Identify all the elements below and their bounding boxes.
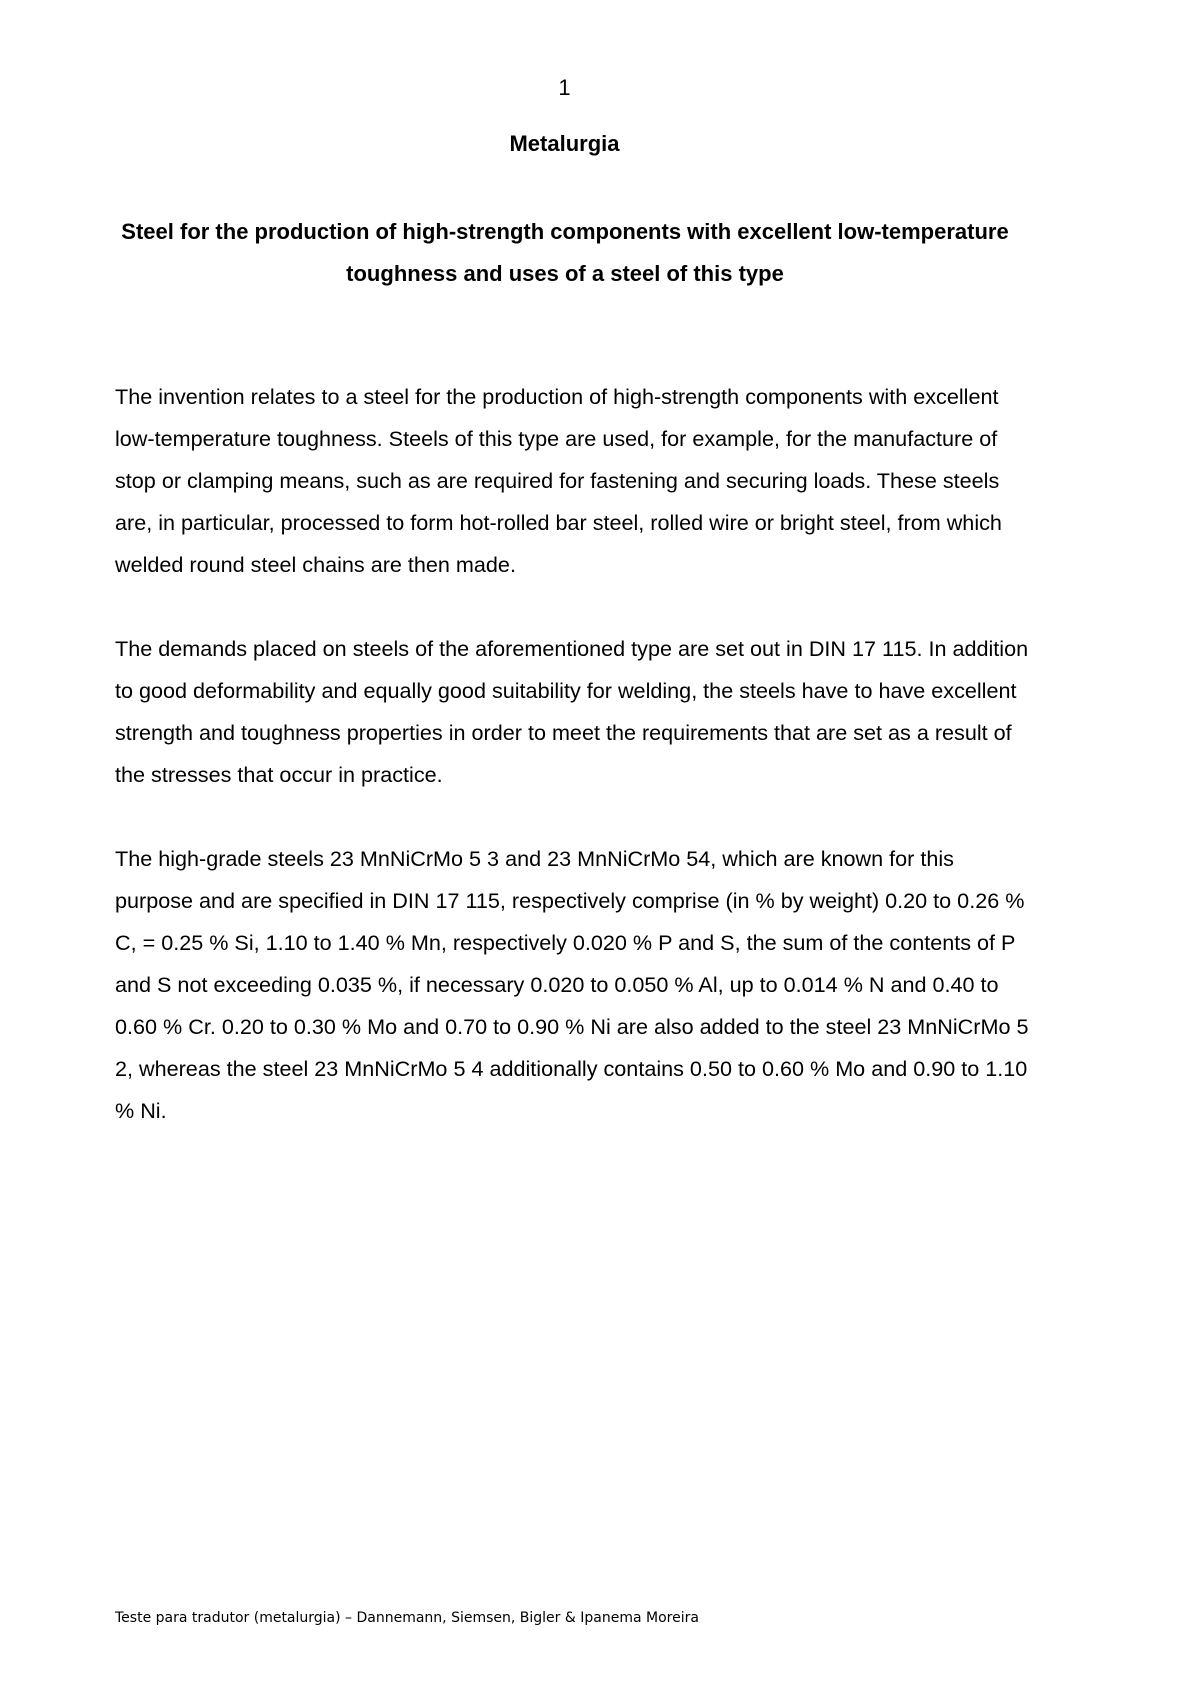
paragraph-demands: The demands placed on steels of the aforementioned type are set out in DIN 17 115. In addition to good deformability and equally good suitability for welding, the steels have to have excellent strength and toughness properties in order to meet the requirements that are set as a result of the stresses that occur in practice.: [115, 636, 1029, 787]
document-title: Steel for the production of high-strength components with excellent low-temperature toughness and uses of a steel of this type: [121, 219, 1009, 286]
page-number: 1: [558, 75, 571, 100]
page-footer: Teste para tradutor (metalurgia) – Dannemann, Siemsen, Bigler & Ipanema Moreira: [115, 1610, 699, 1626]
section-title: Metalurgia: [509, 131, 620, 156]
paragraph-intro: The invention relates to a steel for the production of high-strength components with excellent low-temperature toughness. Steels of this type are used, for example, for the manufacture of stop or clamping means, such as are required for fastening and securing loads. These steels are, in particular, processed to form hot-rolled bar steel, rolled wire or bright steel, from which welded round steel chains are then made.: [115, 384, 1002, 577]
paragraph-composition: The high-grade steels 23 MnNiCrMo 5 3 and 23 MnNiCrMo 54, which are known for this purpose and are specified in DIN 17 115, respectively comprise (in % by weight) 0.20 to 0.26 % C, = 0.25 % Si, 1.10 to 1.40 % Mn, respectively 0.020 % P and S, the sum of the contents of P and S not exceeding 0.035 %, if necessary 0.020 to 0.050 % Al, up to 0.014 % N and 0.40 to 0.60 % Cr. 0.20 to 0.30 % Mo and 0.70 to 0.90 % Ni are also added to the steel 23 MnNiCrMo 5 2, whereas the steel 23 MnNiCrMo 5 4 additionally contains 0.50 to 0.60 % Mo and 0.90 to 1.10 % Ni.: [115, 846, 1029, 1123]
body-text: [115, 376, 1035, 1132]
